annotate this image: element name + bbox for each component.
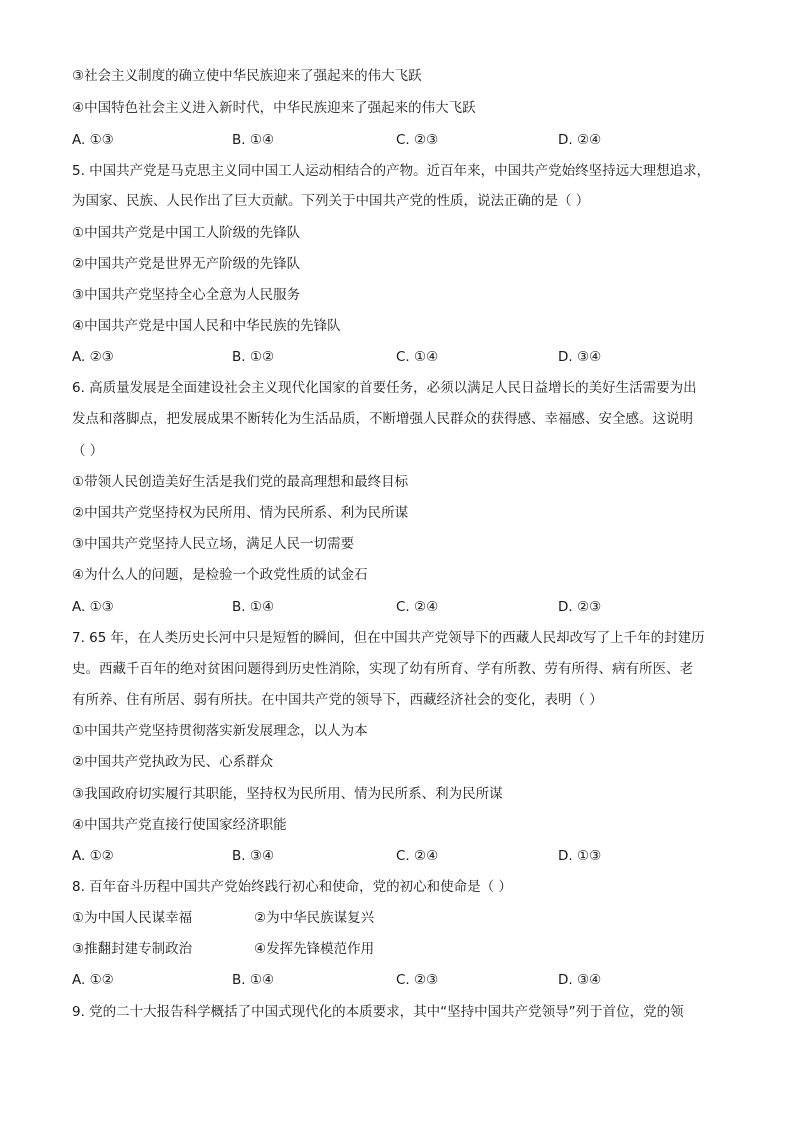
- q5-option-d: D. ③④: [558, 349, 602, 365]
- q8-item-3: ③推翻封建专制政治: [72, 941, 193, 957]
- q5-options: [72, 347, 732, 367]
- q8-item-4: ④发挥先锋模范作用: [254, 941, 375, 957]
- q7-option-b: B. ③④: [232, 848, 275, 864]
- q8-option-a: A. ①②: [72, 972, 114, 988]
- q4-option-a: A. ①③: [72, 132, 114, 148]
- q5-item-1: ①中国共产党是中国工人阶级的先锋队: [72, 225, 301, 241]
- q8-options: [72, 970, 732, 990]
- q8-items-row-1: [72, 908, 732, 928]
- q6-option-a: A. ①③: [72, 599, 114, 615]
- q7-options: [72, 846, 732, 866]
- q7-item-1: ①中国共产党坚持贯彻落实新发展理念，以人为本: [72, 723, 368, 739]
- q8-stem-line-1: 8. 百年奋斗历程中国共产党始终践行初心和使命，党的初心和使命是（ ）: [72, 879, 512, 895]
- q8-option-d: D. ③④: [558, 972, 602, 988]
- q7-item-3: ③我国政府切实履行其职能，坚持权为民所用、情为民所系、利为民所谋: [72, 786, 503, 802]
- q4-option-c: C. ②③: [396, 132, 439, 148]
- q7-item-2: ②中国共产党执政为民、心系群众: [72, 754, 274, 770]
- q8-option-b: B. ①④: [232, 972, 275, 988]
- q6-item-3: ③中国共产党坚持人民立场，满足人民一切需要: [72, 536, 355, 552]
- q5-item-3: ③中国共产党坚持全心全意为人民服务: [72, 287, 301, 303]
- q6-stem-line-3: （ ）: [72, 443, 104, 459]
- q8-option-c: C. ②③: [396, 972, 439, 988]
- q7-item-4: ④中国共产党直接行使国家经济职能: [72, 817, 287, 833]
- q8-item-1: ①为中国人民谋幸福: [72, 910, 193, 926]
- q6-item-2: ②中国共产党坚持权为民所用、情为民所系、利为民所谋: [72, 505, 409, 521]
- q4-option-d: D. ②④: [558, 132, 602, 148]
- q7-stem-line-3: 有所养、住有所居、弱有所扶。在中国共产党的领导下，西藏经济社会的变化，表明（ ）: [72, 692, 603, 708]
- q6-options: [72, 597, 732, 617]
- q4-item-4: ④中国特色社会主义进入新时代，中华民族迎来了强起来的伟大飞跃: [72, 100, 476, 116]
- q8-items-row-2: [72, 939, 732, 959]
- q5-stem-line-2: 为国家、民族、人民作出了巨大贡献。下列关于中国共产党的性质，说法正确的是（ ）: [72, 193, 590, 209]
- q7-option-a: A. ①②: [72, 848, 114, 864]
- q5-item-2: ②中国共产党是世界无产阶级的先锋队: [72, 256, 301, 272]
- q6-option-c: C. ②④: [396, 599, 439, 615]
- q5-option-c: C. ①④: [396, 349, 439, 365]
- q4-item-3: ③社会主义制度的确立使中华民族迎来了强起来的伟大飞跃: [72, 68, 422, 84]
- q9-stem-line-1: 9. 党的二十大报告科学概括了中国式现代化的本质要求，其中“坚持中国共产党领导”列于首位，党的领: [72, 1004, 684, 1020]
- q6-option-d: D. ②③: [558, 599, 602, 615]
- q4-option-b: B. ①④: [232, 132, 275, 148]
- q6-option-b: B. ①④: [232, 599, 275, 615]
- q7-stem-line-2: 史。西藏千百年的绝对贫困问题得到历史性消除，实现了幼有所育、学有所教、劳有所得、病有所医、老: [72, 661, 693, 677]
- q7-option-d: D. ①③: [558, 848, 602, 864]
- q5-stem-line-1: 5. 中国共产党是马克思主义同中国工人运动相结合的产物。近百年来，中国共产党始终坚持远大理想追求，: [72, 163, 711, 179]
- q6-item-4: ④为什么人的问题，是检验一个政党性质的试金石: [72, 567, 368, 583]
- q6-stem-line-2: 发点和落脚点，把发展成果不断转化为生活品质，不断增强人民群众的获得感、幸福感、安全感。这说明: [72, 411, 693, 427]
- q5-item-4: ④中国共产党是中国人民和中华民族的先锋队: [72, 318, 341, 334]
- q5-option-b: B. ①②: [232, 349, 275, 365]
- q4-options: [72, 130, 732, 150]
- q5-option-a: A. ②③: [72, 349, 114, 365]
- q8-item-2: ②为中华民族谋复兴: [254, 910, 375, 926]
- q7-option-c: C. ②④: [396, 848, 439, 864]
- q6-stem-line-1: 6. 高质量发展是全面建设社会主义现代化国家的首要任务，必须以满足人民日益增长的美好生活需要为出: [72, 380, 697, 396]
- q7-stem-line-1: 7. 65 年，在人类历史长河中只是短暂的瞬间，但在中国共产党领导下的西藏人民却改写了上千年的封建历: [72, 630, 705, 646]
- q6-item-1: ①带领人民创造美好生活是我们党的最高理想和最终目标: [72, 474, 409, 490]
